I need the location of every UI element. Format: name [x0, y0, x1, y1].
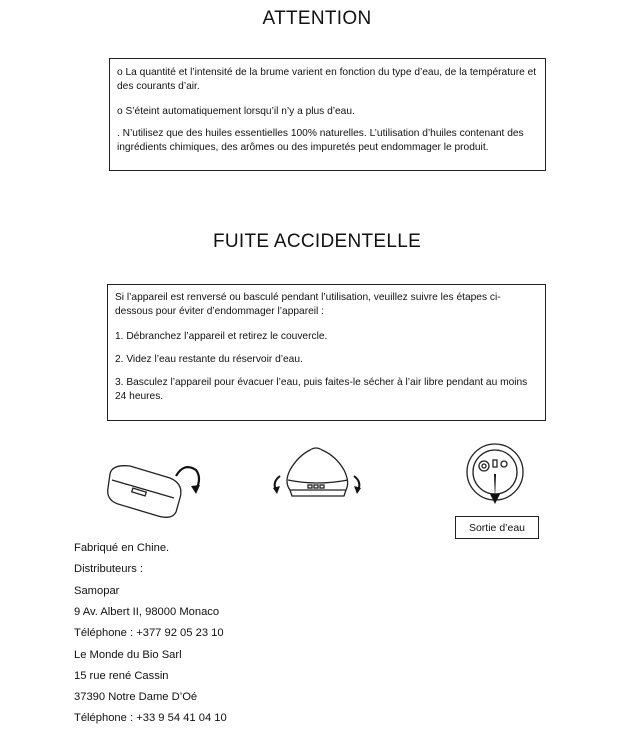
- distributor-2-name: Le Monde du Bio Sarl: [74, 649, 182, 661]
- distributor-2-city: 37390 Notre Dame D’Oé: [74, 691, 198, 703]
- attention-title: ATTENTION: [262, 8, 372, 29]
- leak-intro: Si l’appareil est renversé ou basculé pendant l’utilisation, veuillez suivre les étapes ci-dessous pour éviter d’endommager l’appareil :: [115, 292, 501, 317]
- distributor-2-phone: Téléphone : +33 9 54 41 04 10: [74, 712, 227, 724]
- leak-step-1: 1. Débranchez l’appareil et retirez le couvercle.: [115, 331, 328, 342]
- distributor-1-name: Samopar: [74, 585, 120, 597]
- attention-line-2: o S’éteint automatiquement lorsqu’il n’y a plus d’eau.: [117, 106, 355, 117]
- distributor-1-phone: Téléphone : +377 92 05 23 10: [74, 627, 224, 639]
- diffuser-emptying-illustration: [262, 444, 374, 504]
- leak-step-2: 2. Videz l’eau restante du réservoir d’eau.: [115, 354, 303, 365]
- made-in: Fabriqué en Chine.: [74, 542, 170, 554]
- leak-step-3: 3. Basculez l’appareil pour évacuer l’eau, puis faites-le sécher à l’air libre pendant au moins 24 heures.: [115, 377, 528, 402]
- distributors-heading: Distributeurs :: [74, 563, 144, 575]
- leak-title: FUITE ACCIDENTELLE: [212, 231, 422, 252]
- attention-line-3: . N’utilisez que des huiles essentielles 100% naturelles. L’utilisation d’huiles contenant des ingrédients chimiques, des arômes ou des impuretés peut endommager le produit.: [117, 128, 524, 153]
- water-outlet-illustration: [460, 442, 530, 506]
- tilted-device-illustration: [100, 456, 210, 526]
- distributor-1-address: 9 Av. Albert II, 98000 Monaco: [74, 606, 220, 618]
- water-outlet-label: Sortie d’eau: [455, 516, 539, 539]
- leak-box: [107, 284, 546, 421]
- attention-box: [109, 58, 546, 171]
- attention-line-1: o La quantité et l’intensité de la brume varient en fonction du type d’eau, de la température et des courants d’air.: [117, 67, 537, 92]
- distributor-2-street: 15 rue rené Cassin: [74, 670, 169, 682]
